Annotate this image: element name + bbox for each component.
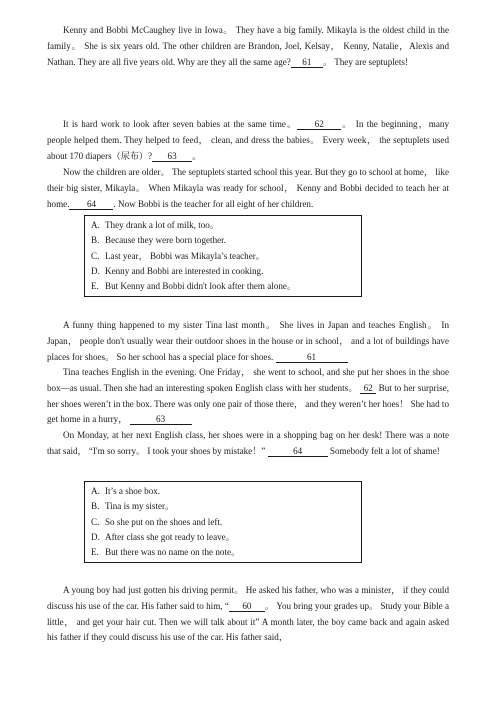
blank-63: 63 xyxy=(152,151,192,162)
options-box-1 xyxy=(84,215,362,297)
blank-60: 60 xyxy=(229,601,265,612)
p2-text: It is hard work to look after seven babies at the same time。 xyxy=(63,119,298,129)
options-box-2 xyxy=(84,481,362,563)
passage1-paragraph1 xyxy=(47,23,449,70)
option-b: B. Because they were born together. xyxy=(91,235,226,246)
p1-after: 。 You bring your grades up。 Study your Bible a little， and get your hair cut. Then we will talk about it” A month later, the boy came back and again asked his father if they could discuss his use of the car. His father said， xyxy=(47,600,449,643)
option-a: A. It’s a shoe box. xyxy=(91,486,161,496)
option-d: D. Kenny and Bobbi are interested in cooking. xyxy=(91,265,264,276)
p2-text: Tina teaches English in the evening. One Friday， she went to school, and she put her shoes in the shoe box—as usual. Then she had an interesting spoken English class with her students。 xyxy=(47,367,449,393)
p3-text: Now the children are older。 The septuplets started school this year. But they go to school at home， like their big sister, Mikayla。 When Mikayla was ready for school， Kenny and Bobbi decided to teach her at home. xyxy=(47,167,449,209)
passage2-paragraph3 xyxy=(47,428,449,460)
p3-after: . Now Bobbi is the teacher for all eight of her children. xyxy=(113,198,314,209)
passage1-paragraph2 xyxy=(47,117,449,164)
option-a: A. They drank a lot of milk, too。 xyxy=(91,220,219,230)
p1-text: A young boy had just gotten his driving permit。 He asked his father, who was a minister， if they could discuss his use of the car. His father said to him, “ xyxy=(47,585,449,611)
p3-after: Somebody felt a lot of shame! xyxy=(327,445,440,456)
blank-61: 61 xyxy=(276,352,348,363)
option-e: E. But Kenny and Bobbi didn't look after them alone。 xyxy=(91,281,297,292)
p2-mid: 。 In the beginning，many people helped them. They helped to feed， clean, and dress the babies。 Every week， the septuplets used about 170 diapers（尿布）? xyxy=(47,119,449,161)
option-c: C. So she put on the shoes and left. xyxy=(91,516,223,527)
passage2-paragraph1 xyxy=(47,318,449,365)
passage1-paragraph3 xyxy=(47,165,449,212)
p1-after: 。 They are septuplets! xyxy=(322,56,408,67)
p2-after: But to her surprise, her shoes weren’t in the box. There was only one pair of those there， and they weren’t her hoes！ She had to get home in a hurry， xyxy=(47,382,449,425)
blank-63: 63 xyxy=(130,414,192,425)
p2-after: 。 xyxy=(192,150,202,161)
p3-text: On Monday, at her next English class, her shoes were in a shopping bag on her desk! There was a note that said， “I'm so sorry。 I took your shoes by mistake！” xyxy=(47,430,449,456)
option-e: E. But there was no name on the note。 xyxy=(91,547,241,558)
blank-64: 64 xyxy=(268,446,328,457)
option-b: B. Tina is my sister。 xyxy=(91,501,175,512)
option-c: C. Last year， Bobbi was Mikayla’s teacher。 xyxy=(91,250,265,261)
blank-62: 62 xyxy=(360,383,376,394)
blank-64: 64 xyxy=(69,199,113,210)
blank-61: 61 xyxy=(291,57,323,68)
option-d: D. After class she got ready to leave。 xyxy=(91,531,235,542)
p1-text: Kenny and Bobbi McCaughey live in Iowa。 They have a big family. Mikayla is the oldest child in the family。 She is six years old. The other children are Brandon, Joel, Kelsay， Kenny, Natalie，Alexis and Nathan. They are all five years old. Why are they all the same age? xyxy=(47,25,449,67)
blank-62: 62 xyxy=(297,119,341,130)
p1-text: A funny thing happened to my sister Tina last month。 She lives in Japan and teaches English。 In Japan， people don't usually wear their outdoor shoes in the house or in school， and a lot of buildings have places for shoes。 So her school has a special place for shoes. xyxy=(47,320,449,362)
passage2-paragraph2 xyxy=(47,365,449,428)
passage3-paragraph1 xyxy=(47,583,449,646)
